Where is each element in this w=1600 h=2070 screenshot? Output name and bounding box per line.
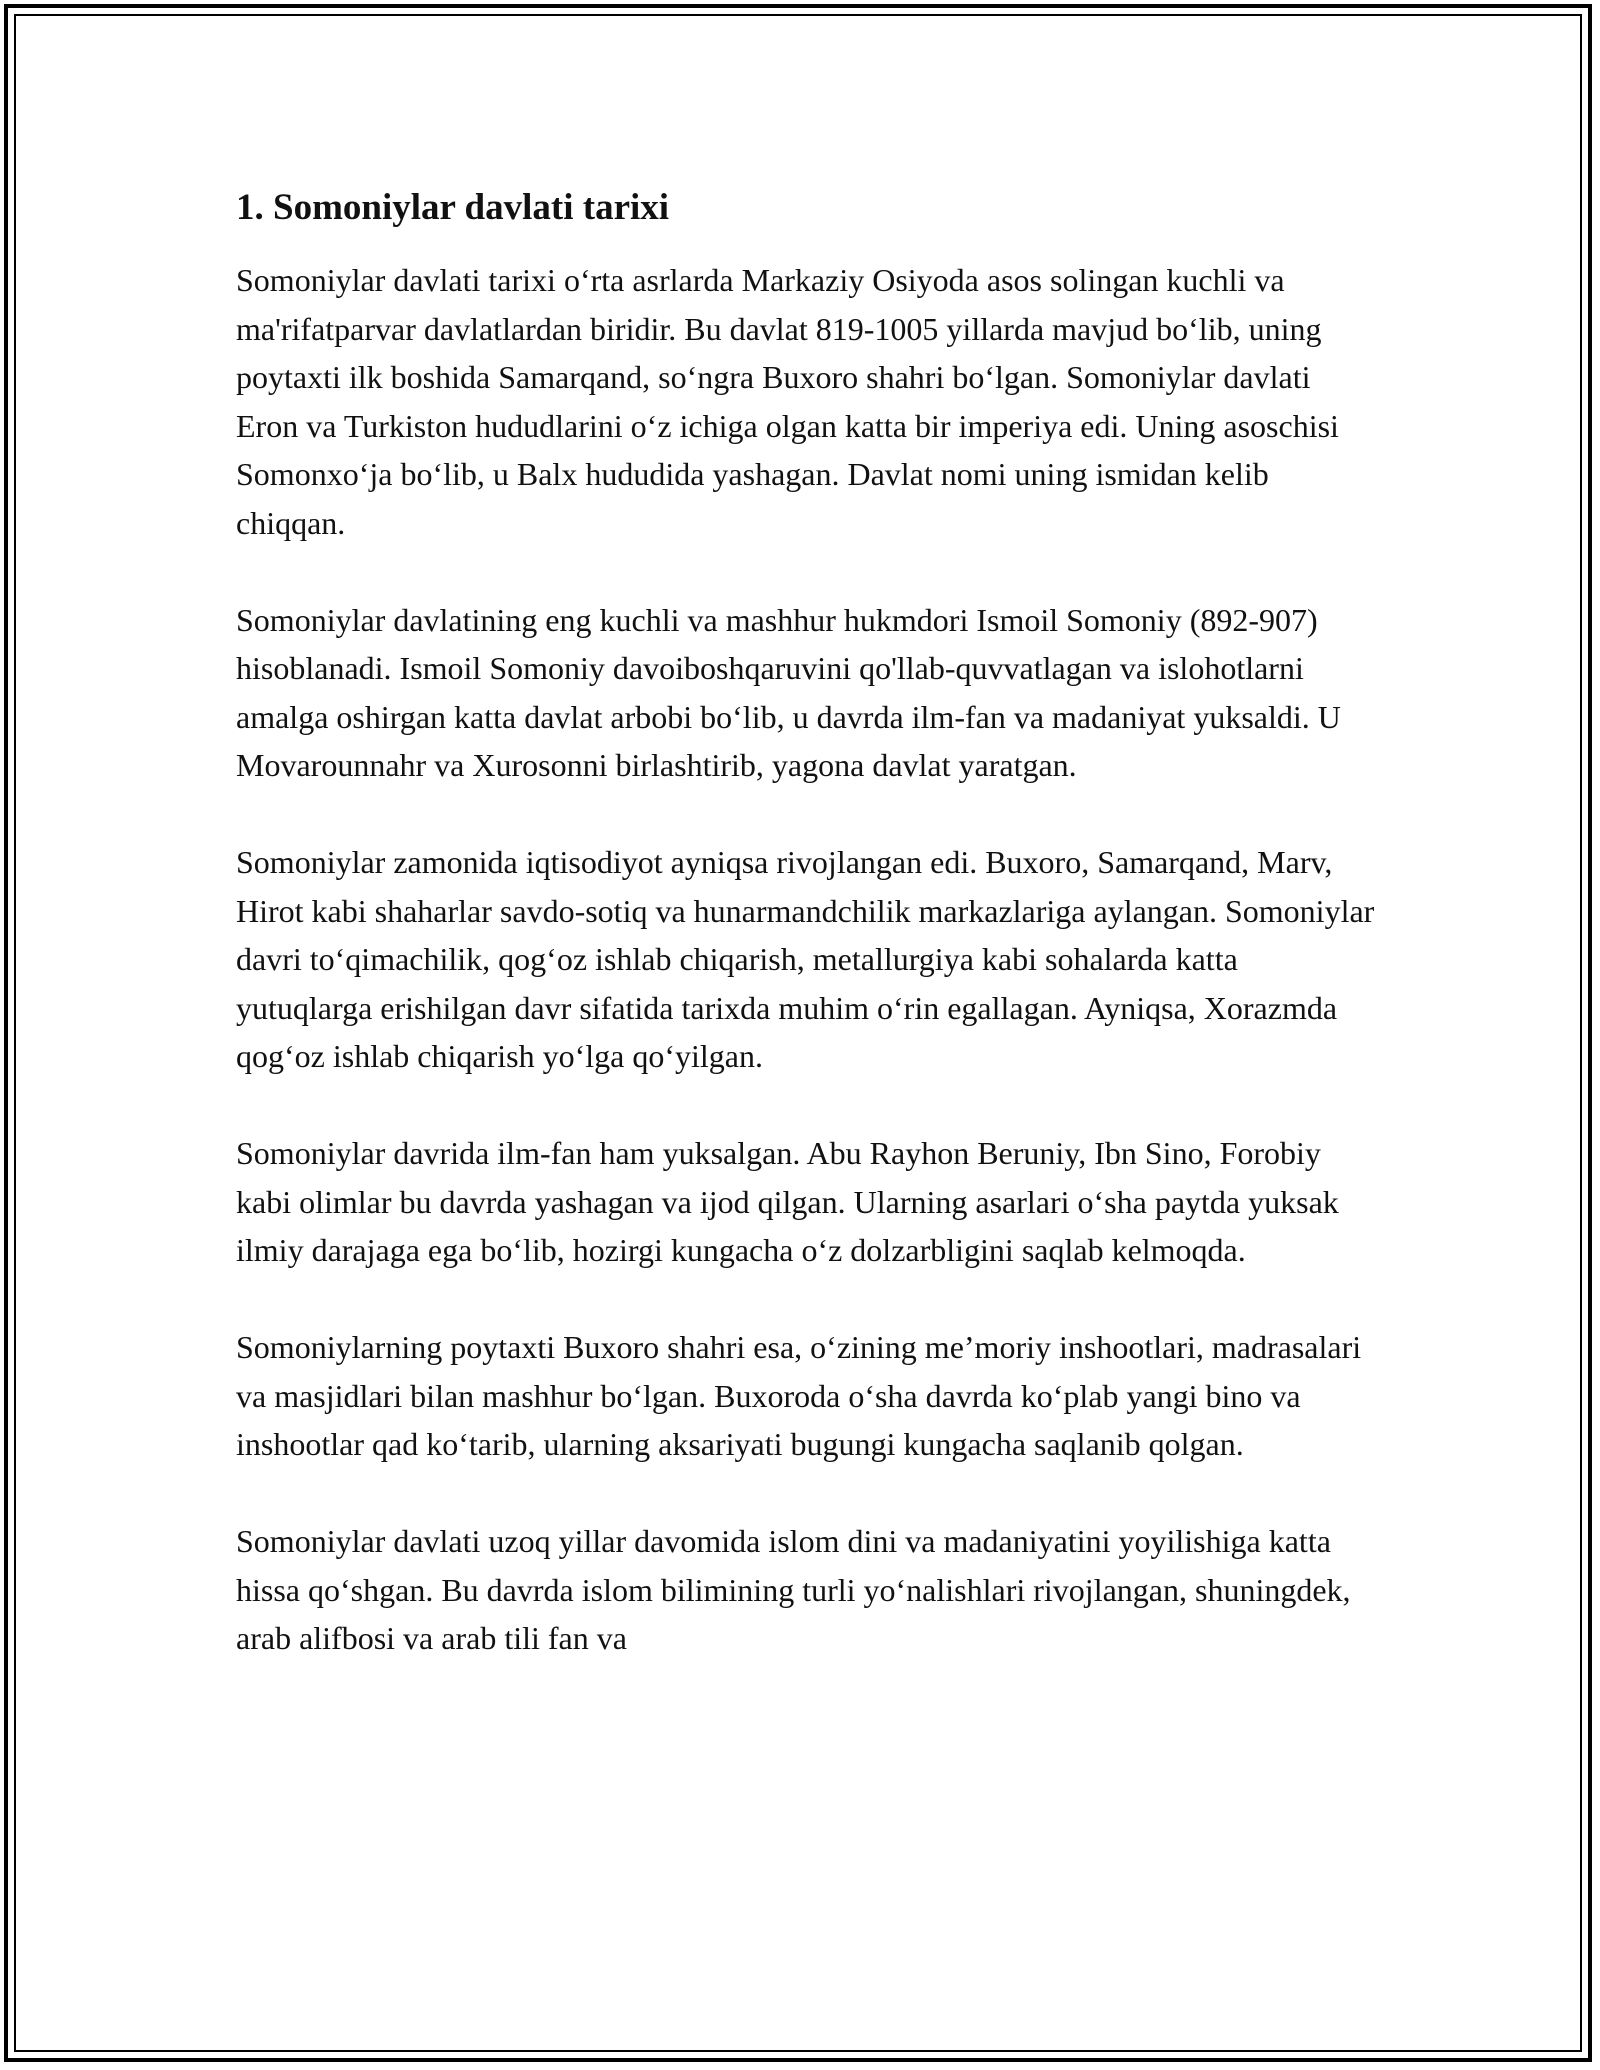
paragraph-4: Somoniylar davrida ilm-fan ham yuksalgan. Abu Rayhon Beruniy, Ibn Sino, Forobiy kabi olimlar bu davrda yashagan va ijod qilgan. Ularning asarlari o‘sha paytda yuksak ilmiy darajaga ega bo‘lib, hozirgi kungacha o‘z dolzarbligini saqlab kelmoqda. (236, 1135, 1339, 1268)
section-heading: 1. Somoniylar davlati tarixi (236, 187, 670, 228)
paragraph-1: Somoniylar davlati tarixi o‘rta asrlarda Markaziy Osiyoda asos solingan kuchli va ma'rifatparvar davlatlardan biridir. Bu davlat 819-1005 yillarda mavjud bo‘lib, uning poytaxti ilk boshida Samarqand, so‘ngra Buxoro shahri bo‘lgan. Somoniylar davlati Eron va Turkiston hududlarini o‘z ichiga olgan katta bir imperiya edi. Uning asoschisi Somonxo‘ja bo‘lib, u Balx hududida yashagan. Davlat nomi uning ismidan kelib chiqqan. (236, 262, 1339, 541)
paragraph-6: Somoniylar davlati uzoq yillar davomida islom dini va madaniyatini yoyilishiga katta hissa qo‘shgan. Bu davrda islom bilimining turli yo‘nalishlari rivojlangan, shuningdek, arab alifbosi va arab tili fan va (236, 1523, 1351, 1656)
paragraph-2: Somoniylar davlatining eng kuchli va mashhur hukmdori Ismoil Somoniy (892-907) hisoblanadi. Ismoil Somoniy davoiboshqaruvini qo'llab-quvvatlagan va islohotlarni amalga oshirgan katta davlat arbobi bo‘lib, u davrda ilm-fan va madaniyat yuksaldi. U Movarounnahr va Xurosonni birlashtirib, yagona davlat yaratgan. (236, 601, 1341, 783)
paragraph-5: Somoniylarning poytaxti Buxoro shahri esa, o‘zining me’moriy inshootlari, madrasalari va masjidlari bilan mashhur bo‘lgan. Buxoroda o‘sha davrda ko‘plab yangi bino va inshootlar qad ko‘tarib, ularning aksariyati bugungi kungacha saqlanib qolgan. (236, 1329, 1362, 1462)
document-body (236, 184, 1376, 1711)
paragraph-3: Somoniylar zamonida iqtisodiyot ayniqsa rivojlangan edi. Buxoro, Samarqand, Marv, Hirot kabi shaharlar savdo-sotiq va hunarmandchilik markazlariga aylangan. Somoniylar davri to‘qimachilik, qog‘oz ishlab chiqarish, metallurgiya kabi sohalarda katta yutuqlarga erishilgan davr sifatida tarixda muhim o‘rin egallagan. Ayniqsa, Xorazmda qog‘oz ishlab chiqarish yo‘lga qo‘yilgan. (236, 844, 1375, 1074)
